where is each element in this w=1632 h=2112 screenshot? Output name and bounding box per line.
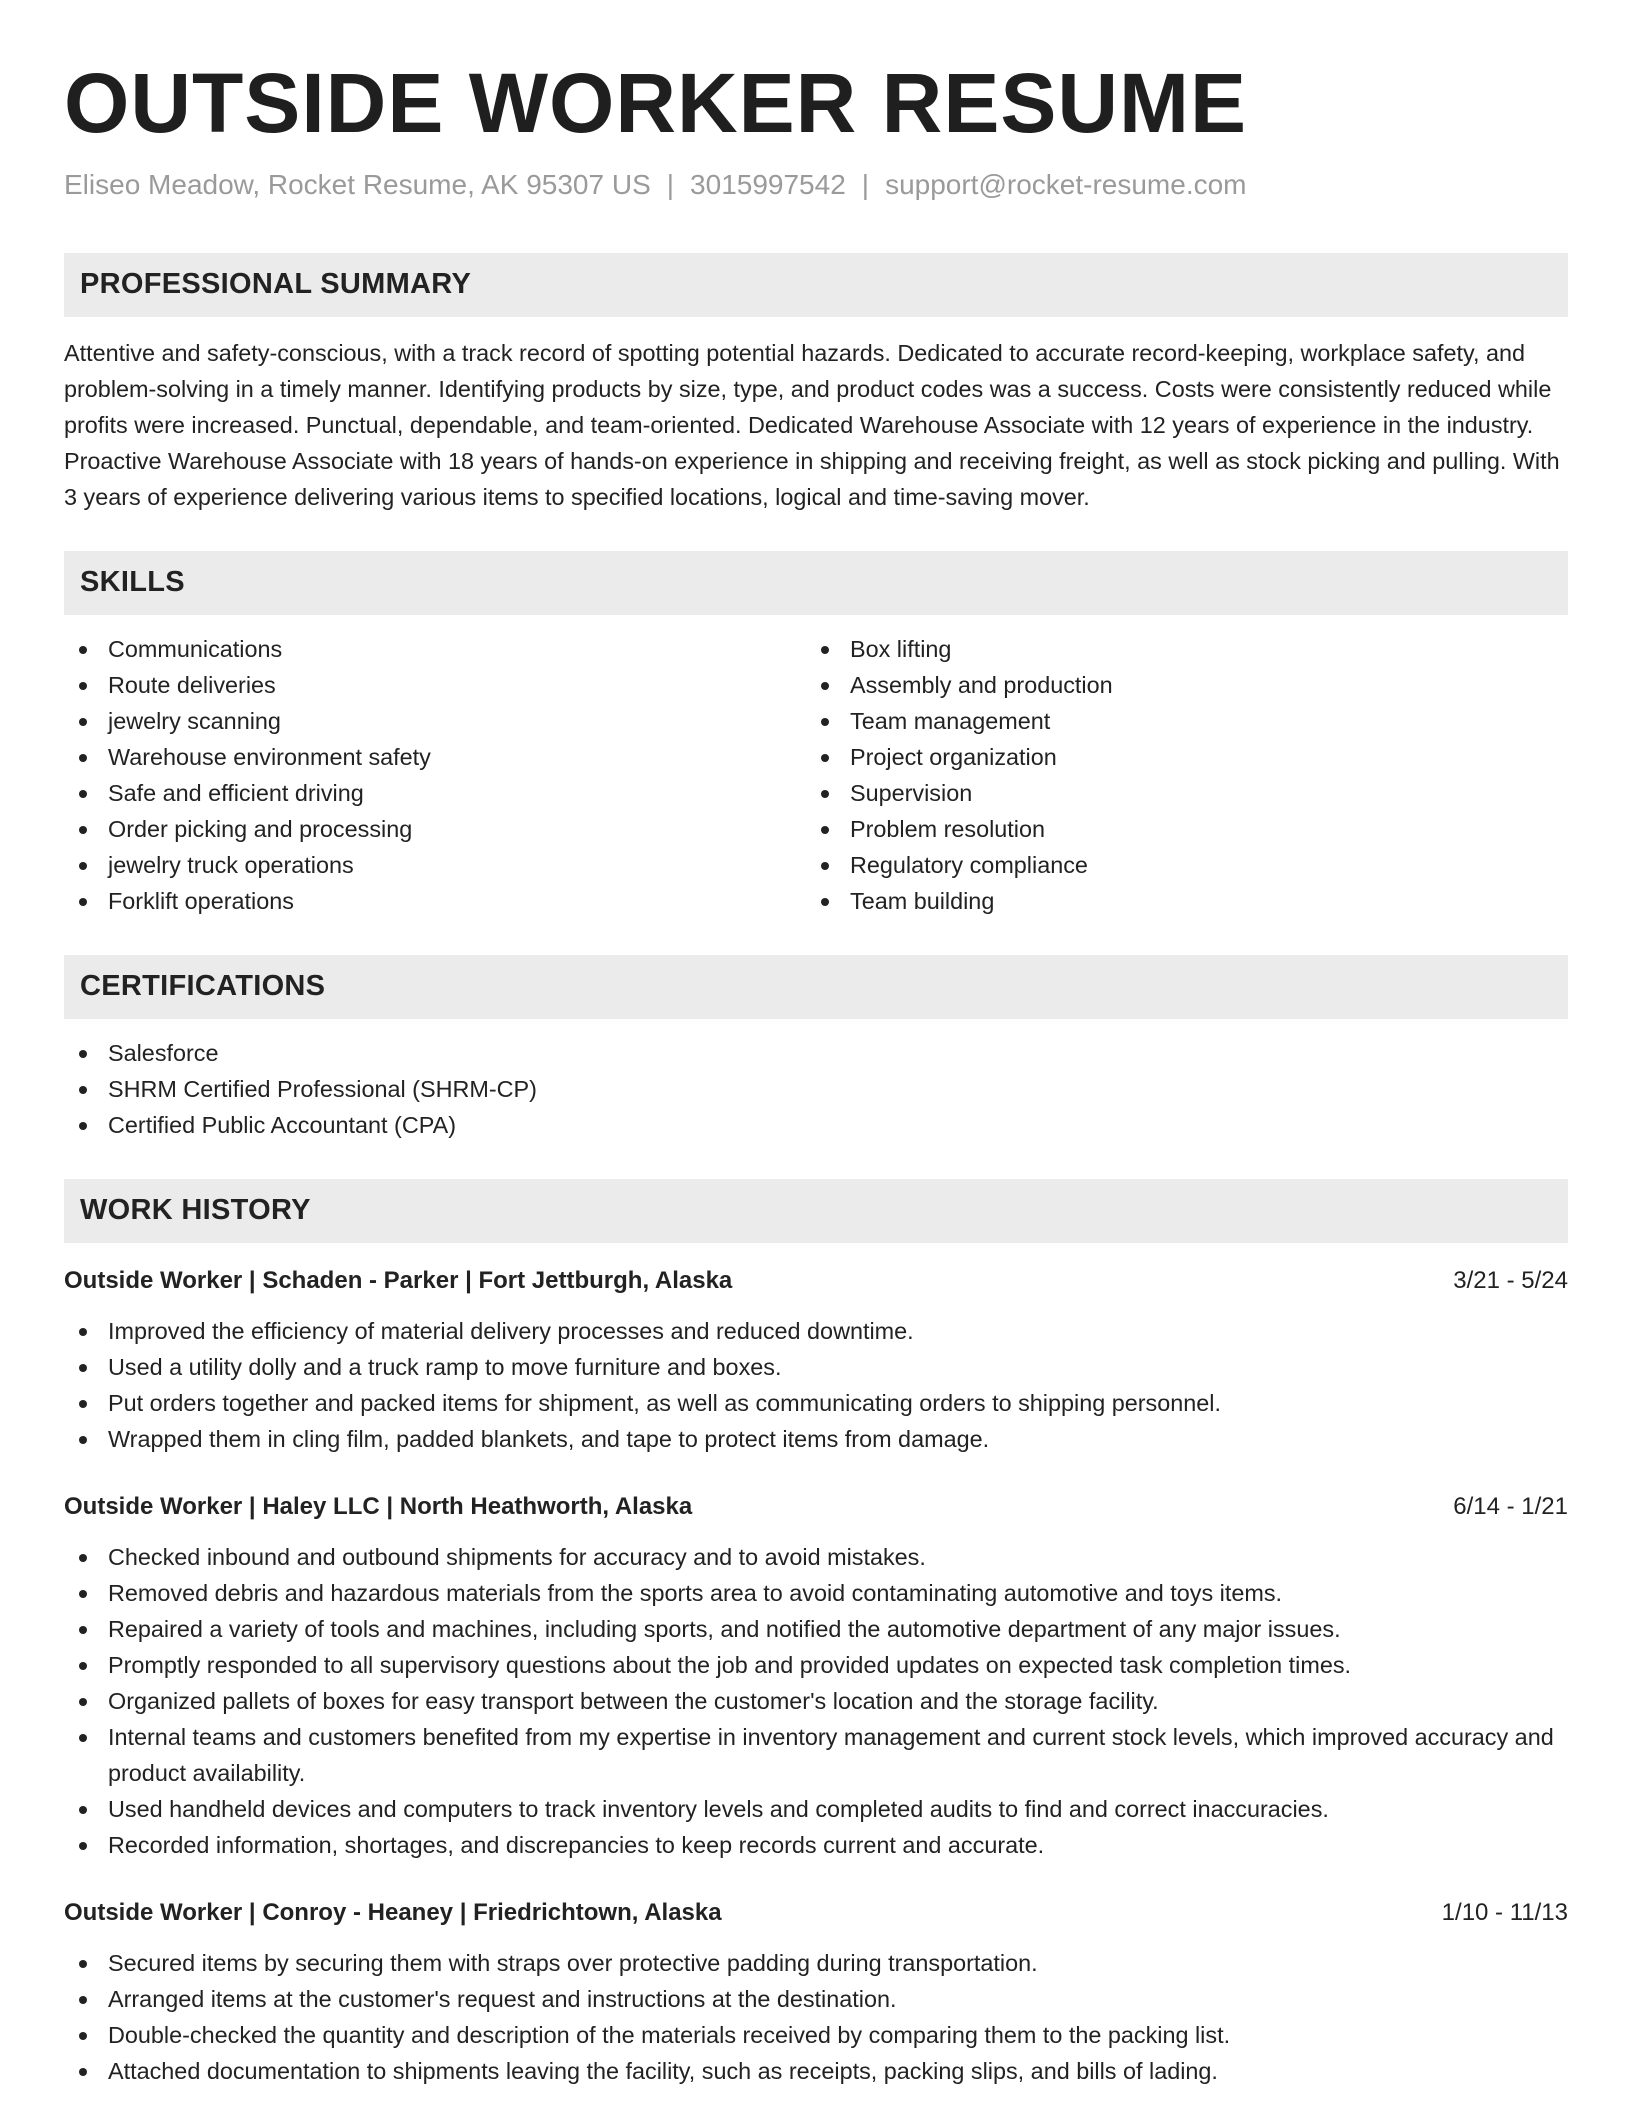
skill-item: Problem resolution: [806, 811, 1548, 847]
summary-section-header: [64, 253, 1568, 317]
job-bullet: Organized pallets of boxes for easy transport between the customer's location and the storage facility.: [64, 1683, 1568, 1719]
contact-email: support@rocket-resume.com: [885, 168, 1247, 200]
contact-phone: 3015997542: [690, 168, 846, 200]
skills-list-left: [64, 631, 806, 919]
contact-separator: |: [666, 168, 675, 200]
skill-item: Box lifting: [806, 631, 1548, 667]
skill-item: Team building: [806, 883, 1548, 919]
job-title: Outside Worker | Conroy - Heaney | Friedrichtown, Alaska: [64, 1898, 722, 1926]
page-title: OUTSIDE WORKER RESUME: [64, 56, 1248, 150]
job-bullet: Promptly responded to all supervisory questions about the job and provided updates on expected task completion times.: [64, 1647, 1568, 1683]
skill-item: jewelry scanning: [64, 703, 806, 739]
job-bullet: Used handheld devices and computers to track inventory levels and completed audits to find and correct inaccuracies.: [64, 1791, 1568, 1827]
skill-item: Route deliveries: [64, 667, 806, 703]
summary-text: Attentive and safety-conscious, with a track record of spotting potential hazards. Dedicated to accurate record-keeping, workplace safety, and problem-solving in a timely manner. Identifying products by size, type, and product codes was a success. Costs were consistently reduced while profits were increased. Punctual, dependable, and team-oriented. Dedicated Warehouse Associate with 12 years of experience in the industry. Proactive Warehouse Associate with 18 years of hands-on experience in shipping and receiving freight, as well as stock picking and pulling. With 3 years of experience delivering various items to specified locations, logical and time-saving mover.: [64, 339, 1560, 510]
certification-item: Salesforce: [64, 1035, 1568, 1071]
skill-item: Team management: [806, 703, 1548, 739]
job-bullet: Wrapped them in cling film, padded blankets, and tape to protect items from damage.: [64, 1421, 1568, 1457]
job-header: [64, 1489, 1568, 1525]
job-bullet: Put orders together and packed items for shipment, as well as communicating orders to shipping personnel.: [64, 1385, 1568, 1421]
job-dates: 3/21 - 5/24: [1453, 1266, 1568, 1294]
job-bullet: Double-checked the quantity and description of the materials received by comparing them to the packing list.: [64, 2017, 1568, 2053]
job-entry: [64, 1895, 1568, 2089]
work-history-section-header: [64, 1179, 1568, 1243]
skill-item: Assembly and production: [806, 667, 1548, 703]
job-bullet: Repaired a variety of tools and machines, including sports, and notified the automotive department of any major issues.: [64, 1611, 1568, 1647]
job-bullet: Attached documentation to shipments leaving the facility, such as receipts, packing slips, and bills of lading.: [64, 2053, 1568, 2089]
job-bullet: Improved the efficiency of material delivery processes and reduced downtime.: [64, 1313, 1568, 1349]
job-title: Outside Worker | Schaden - Parker | Fort Jettburgh, Alaska: [64, 1266, 733, 1294]
job-entry: [64, 1489, 1568, 1863]
certification-item: SHRM Certified Professional (SHRM-CP): [64, 1071, 1568, 1107]
skills-section-header: [64, 551, 1568, 615]
contact-separator: |: [861, 168, 870, 200]
job-title: Outside Worker | Haley LLC | North Heathworth, Alaska: [64, 1492, 693, 1520]
job-dates: 6/14 - 1/21: [1453, 1492, 1568, 1520]
job-header: [64, 1263, 1568, 1299]
job-header: [64, 1895, 1568, 1931]
job-bullets: [64, 1313, 1568, 1457]
job-bullet: Arranged items at the customer's request and instructions at the destination.: [64, 1981, 1568, 2017]
job-bullet: Recorded information, shortages, and discrepancies to keep records current and accurate.: [64, 1827, 1568, 1863]
skill-item: Order picking and processing: [64, 811, 806, 847]
job-bullets: [64, 1945, 1568, 2089]
skill-item: Regulatory compliance: [806, 847, 1548, 883]
skill-item: jewelry truck operations: [64, 847, 806, 883]
certifications-section-header: [64, 955, 1568, 1019]
skills-list-right: [806, 631, 1548, 919]
skill-item: Warehouse environment safety: [64, 739, 806, 775]
job-bullet: Removed debris and hazardous materials from the sports area to avoid contaminating automotive and toys items.: [64, 1575, 1568, 1611]
certification-item: Certified Public Accountant (CPA): [64, 1107, 1568, 1143]
skills-heading: SKILLS: [80, 566, 185, 599]
certifications-heading: CERTIFICATIONS: [80, 970, 326, 1003]
job-dates: 1/10 - 11/13: [1441, 1898, 1568, 1926]
job-bullet: Checked inbound and outbound shipments for accuracy and to avoid mistakes.: [64, 1539, 1568, 1575]
contact-line: [64, 169, 1568, 201]
certifications-list: [64, 1035, 1568, 1143]
skill-item: Supervision: [806, 775, 1548, 811]
skill-item: Forklift operations: [64, 883, 806, 919]
job-entry: [64, 1263, 1568, 1457]
summary-heading: PROFESSIONAL SUMMARY: [80, 268, 472, 301]
job-bullets: [64, 1539, 1568, 1863]
job-bullet: Secured items by securing them with straps over protective padding during transportation.: [64, 1945, 1568, 1981]
work-history-heading: WORK HISTORY: [80, 1194, 311, 1227]
skills-columns: [64, 631, 1568, 919]
job-bullet: Internal teams and customers benefited from my expertise in inventory management and current stock levels, which improved accuracy and product availability.: [64, 1719, 1568, 1791]
skill-item: Communications: [64, 631, 806, 667]
skill-item: Project organization: [806, 739, 1548, 775]
skill-item: Safe and efficient driving: [64, 775, 806, 811]
work-history-list: [64, 1263, 1568, 2089]
job-bullet: Used a utility dolly and a truck ramp to move furniture and boxes.: [64, 1349, 1568, 1385]
contact-address: Eliseo Meadow, Rocket Resume, AK 95307 US: [64, 168, 651, 200]
